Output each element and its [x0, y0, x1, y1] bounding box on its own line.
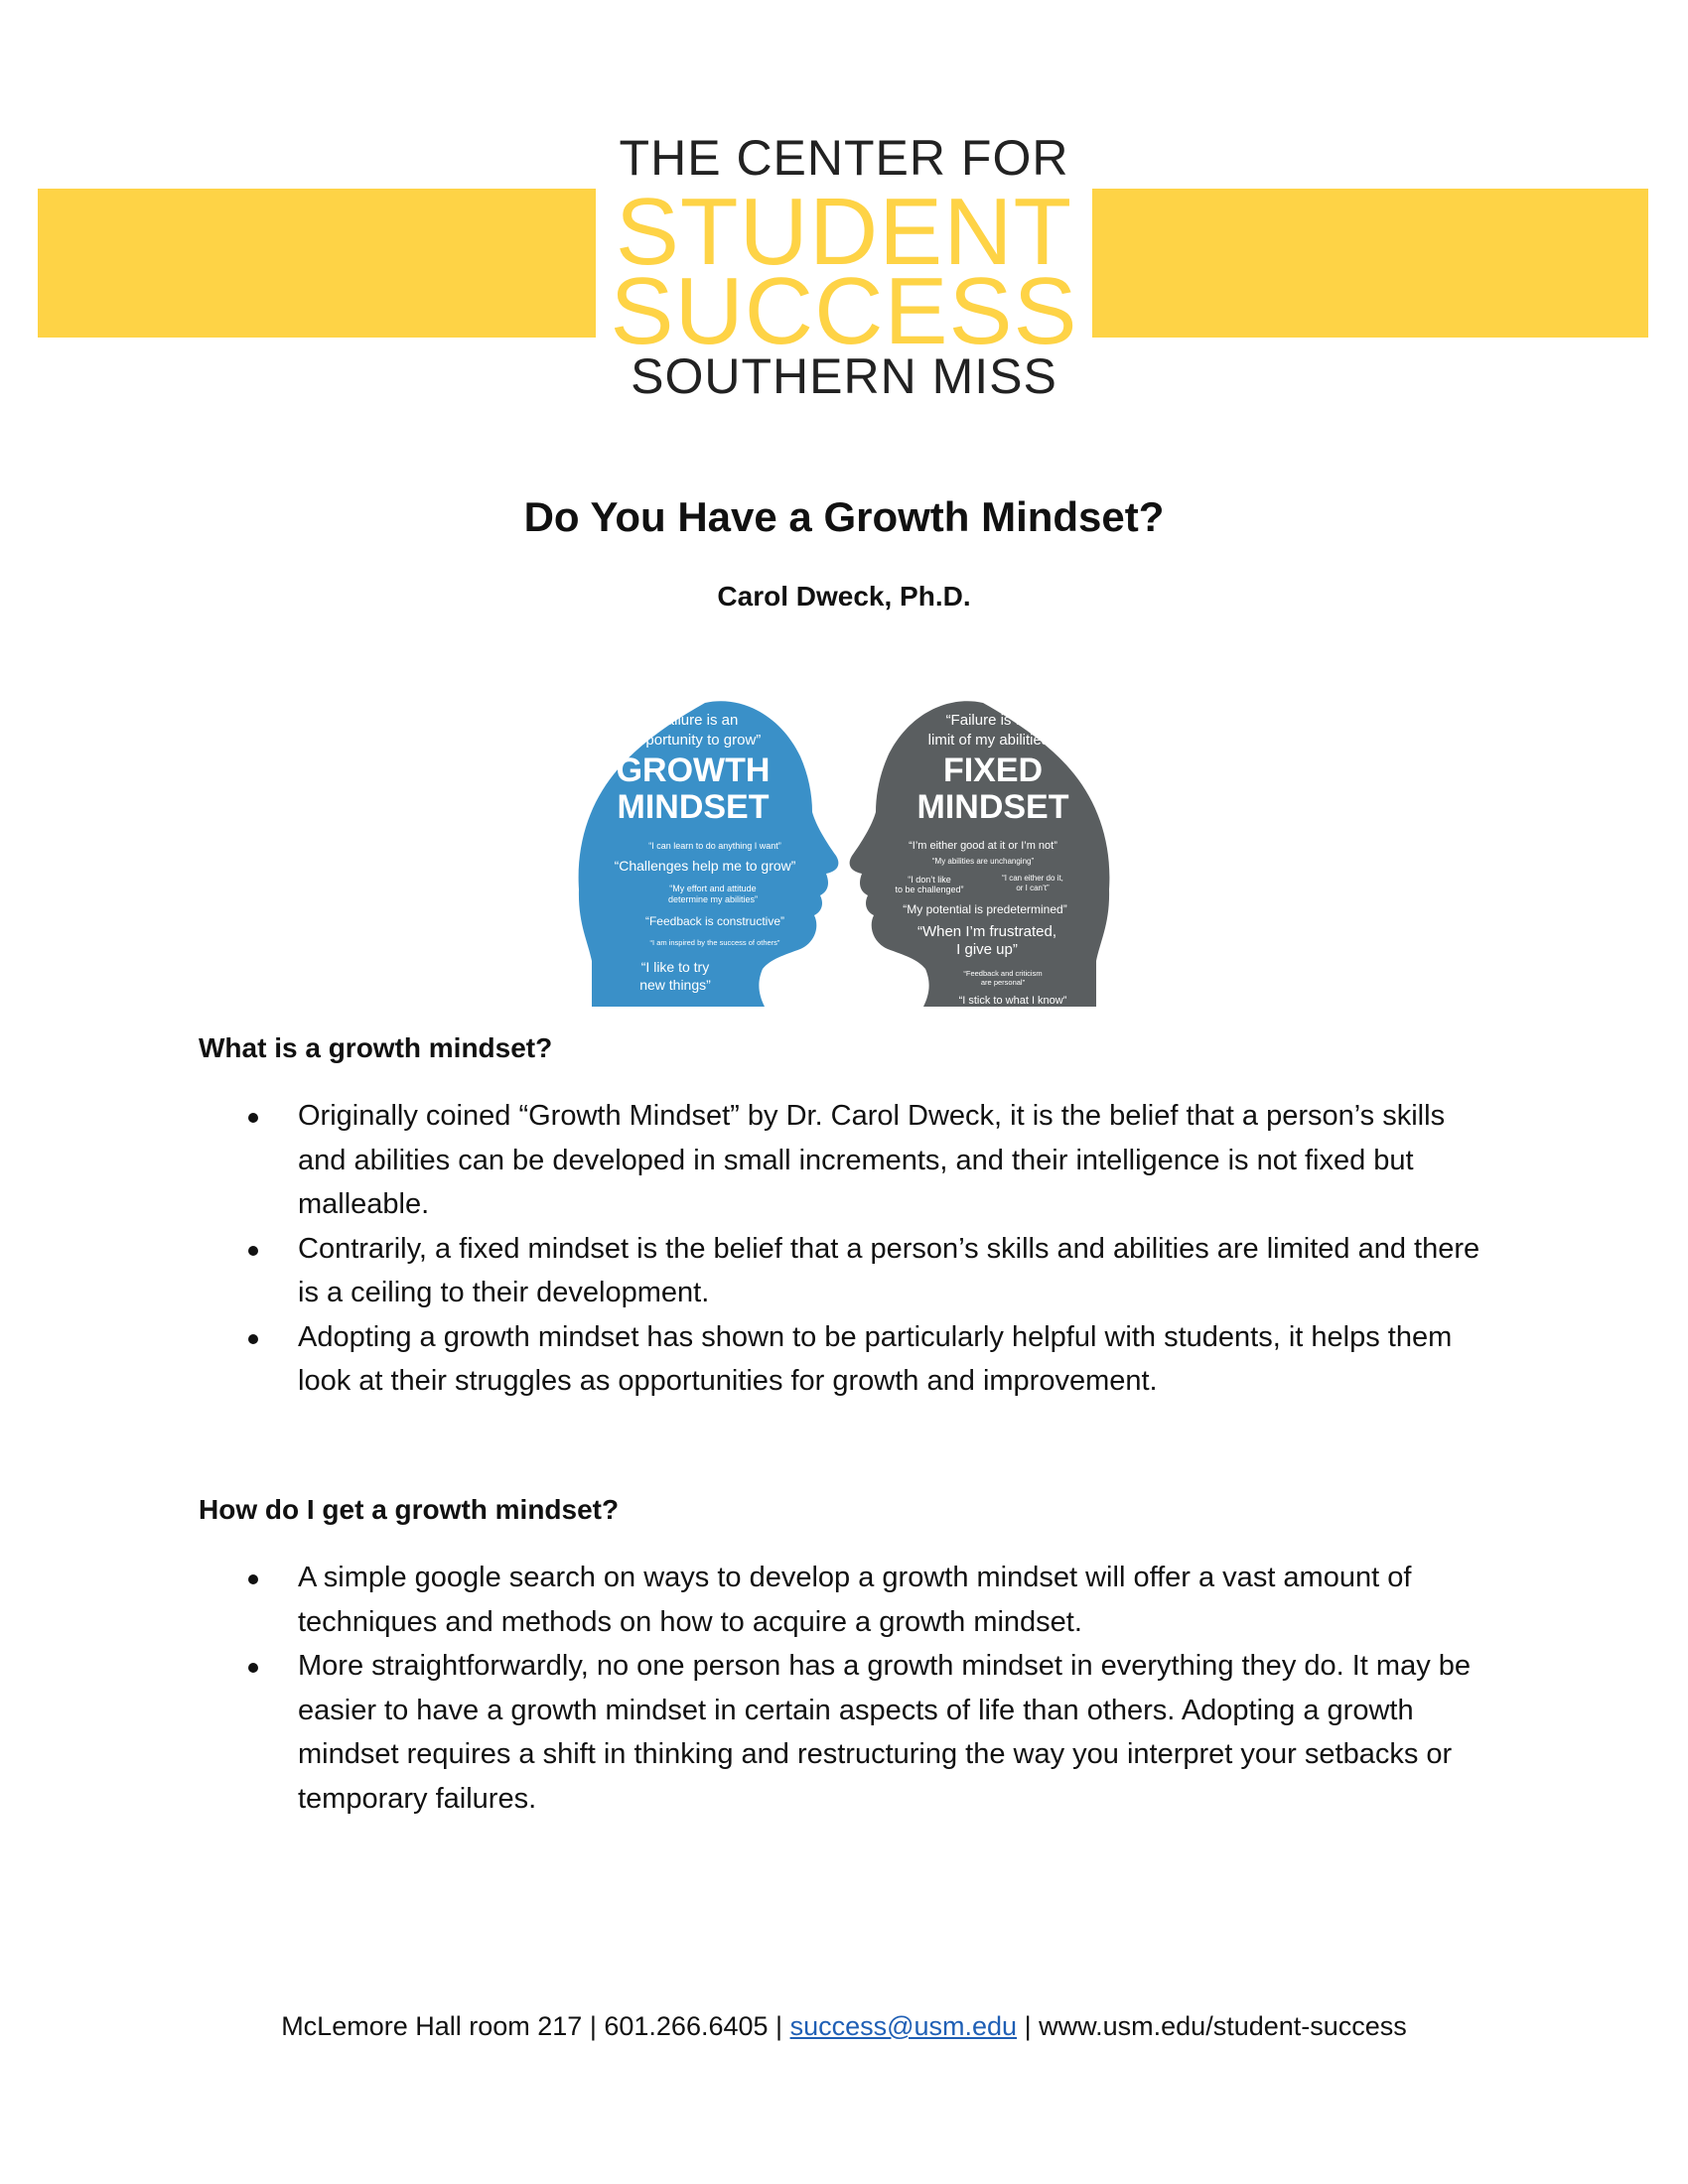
footer-separator: |	[589, 2011, 597, 2041]
bullet-text: Originally coined “Growth Mindset” by Dr. Carol Dweck, it is the belief that a person’s skills and abilities can be developed in small increments, and their intelligence is not fixed but malleable.	[298, 1100, 1446, 1220]
growth-quote-1: “I can learn to do anything I want”	[648, 841, 781, 851]
fixed-quote-5b: I give up”	[956, 941, 1018, 958]
growth-quote-4: “Feedback is constructive”	[644, 914, 785, 928]
footer-website: www.usm.edu/student-success	[1039, 2011, 1407, 2041]
growth-quote-5: “I am inspired by the success of others”	[649, 938, 780, 947]
list-item	[199, 1227, 1489, 1315]
fixed-quote-4: “My potential is predetermined”	[903, 902, 1067, 916]
growth-quote-3a: “My effort and attitude	[669, 884, 757, 893]
logo-line-center-for: THE CENTER FOR	[619, 130, 1069, 186]
growth-title-1: GROWTH	[616, 751, 771, 789]
footer-phone: 601.266.6405	[604, 2011, 769, 2041]
fixed-quote-3a: “I don’t like	[908, 875, 951, 885]
list-item	[199, 1315, 1489, 1404]
section1-heading: What is a growth mindset?	[199, 1032, 553, 1063]
growth-quote-6a: “I like to try	[640, 959, 710, 975]
fixed-quote-7: “I stick to what I know”	[958, 995, 1067, 1007]
author-name: Carol Dweck, Ph.D.	[717, 581, 971, 612]
list-item	[199, 1094, 1489, 1227]
section2-heading: How do I get a growth mindset?	[199, 1494, 620, 1525]
fixed-quote-5a: “When I’m frustrated,	[916, 923, 1057, 940]
logo-line-student: STUDENT	[615, 179, 1073, 285]
fixed-quote-6b: are personal”	[980, 978, 1026, 987]
fixed-quote-3b: to be challenged”	[895, 885, 964, 894]
bullet-icon	[248, 1246, 258, 1256]
bullet-text: Contrarily, a fixed mindset is the belief that a person’s skills and abilities are limited and there is a ceiling to their development.	[298, 1232, 1480, 1308]
section1-bullet-list	[199, 1094, 1489, 1404]
growth-title-2: MINDSET	[617, 788, 770, 826]
fixed-quote-6a: “Feedback and criticism	[963, 969, 1043, 978]
footer-separator: |	[1024, 2011, 1032, 2041]
page-title: Do You Have a Growth Mindset?	[523, 493, 1165, 540]
growth-quote-6b: new things”	[639, 977, 711, 993]
bullet-icon	[248, 1113, 258, 1123]
fixed-quote-3d: or I can’t”	[1016, 884, 1050, 892]
footer-separator: |	[775, 2011, 783, 2041]
bullet-icon	[248, 1334, 258, 1344]
logo-line-success: SUCCESS	[610, 258, 1078, 364]
growth-quote-top-2: opportunity to grow”	[629, 732, 762, 749]
bullet-text: Adopting a growth mindset has shown to be particularly helpful with students, it helps them look at their struggles as opportunities for growth and improvement.	[298, 1320, 1453, 1397]
footer-email-link[interactable]: success@usm.edu	[789, 2011, 1018, 2041]
list-item	[199, 1644, 1489, 1821]
mindset-illustration	[576, 695, 1112, 1011]
fixed-quote-top-2: limit of my abilities”	[927, 732, 1055, 749]
bullet-text: A simple google search on ways to develop a growth mindset will offer a vast amount of techniques and methods on how to acquire a growth mindset.	[298, 1562, 1412, 1638]
fixed-quote-2: “My abilities are unchanging”	[931, 857, 1035, 866]
list-item	[199, 1556, 1489, 1644]
fixed-quote-3c: “I can either do it,	[1002, 874, 1063, 883]
fixed-title-1: FIXED	[942, 751, 1044, 789]
bullet-icon	[248, 1663, 258, 1673]
section2-bullet-list	[199, 1556, 1489, 1821]
bullet-icon	[248, 1574, 258, 1584]
fixed-title-2: MINDSET	[916, 788, 1069, 826]
growth-quote-3b: determine my abilities”	[667, 894, 759, 904]
bullet-text: More straightforwardly, no one person has a growth mindset in everything they do. It may be easier to have a growth mindset in certain aspects of life than others. Adopting a growth mindset requires a shift in thinking and restructuring the way you interpret your setbacks or temporary failures.	[298, 1650, 1472, 1815]
fixed-quote-1: “I’m either good at it or I’m not”	[909, 840, 1057, 852]
logo-line-southern-miss: SOUTHERN MISS	[631, 348, 1057, 404]
footer	[0, 2011, 1688, 2042]
logo	[596, 117, 1092, 405]
fixed-quote-top-1: “Failure is the	[945, 712, 1037, 729]
growth-quote-top-1: “Failure is an	[651, 712, 739, 729]
footer-location: McLemore Hall room 217	[281, 2011, 583, 2041]
growth-quote-2: “Challenges help me to grow”	[614, 858, 796, 874]
